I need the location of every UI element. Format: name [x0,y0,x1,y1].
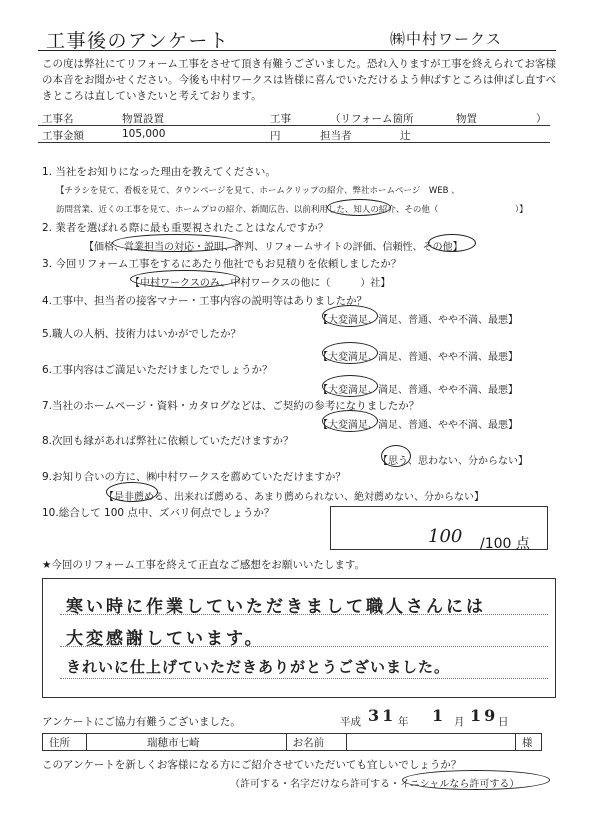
permission-options: （許可する・名字だけなら許可する・イニシャルなら許可する） [230,779,520,790]
info-row-work [38,111,550,126]
address-table [42,733,542,751]
company-name: ㈱中村ワークス [390,30,502,48]
date-month: 1 [432,706,447,725]
yen-label: 円 [270,130,281,142]
score-written: 100 [428,526,463,547]
q6-answer-circle [322,375,378,397]
question-6: 6.工事内容はご満足いただけましたでしょうか？ [42,364,273,376]
honorific: 様 [515,734,541,751]
date-day-label: 日 [498,716,509,728]
name-value [346,734,515,751]
question-1: 1. 当社をお知りになった理由を教えてください。 [42,166,276,178]
comment-line-1: 寒い時に作業していただきまして職人さんには [66,597,486,617]
address-value: 瑞穂市七崎 [86,734,286,751]
q9-answer-circle [106,482,158,502]
q2-options: 【価格、営業担当の対応・説明、評判、リフォームサイトの評価、信頼性、その他】 [84,242,463,253]
q1-options-line1: 【チラシを見て、看板を見て、タウンページを見て、ホームクリップの紹介、弊社ホームページ WEB 、 [56,186,460,196]
date-year-label: 年 [398,716,409,728]
q1-answer-circle [327,199,391,216]
work-name-label: 工事名 [42,113,74,125]
permission-question: このアンケートを新しくお客様になる方にご紹介させていただいても宜しいでしょうか？ [42,759,462,771]
question-8: 8.次回も縁があれば弊社に依頼していただけますか？ [42,435,294,447]
question-3: 3. 今回リフォーム工事をするにあたり他社でもお見積りを依頼しましたか？ [42,258,402,270]
q4-answer-circle [322,305,378,327]
thanks-text: アンケートにご協力有難うございました。 [42,716,241,728]
date-month-label: 月 [454,716,465,728]
q7-options: 【大変満足、満足、普通、やや不満、最悪】 [318,420,518,431]
q2-answer-circle-2 [428,234,476,252]
q1-options-line2: 訪問営業、近くの工事を見て、ホームプロの紹介、新聞広告、以前利用した、知人の紹介、その他（ ）】 [56,205,528,215]
question-2: 2. 業者を選ばれる際に最も重要視されたことはなんですか？ [42,222,329,234]
question-7: 7.当社のホームページ・資料・カタログなどは、ご契約の参考になりましたか？ [42,400,420,412]
staff-label: 担当者 [320,130,352,142]
place-value: 物置 [456,113,477,125]
page-title: 工事後のアンケート [46,30,230,52]
title-underline [38,50,556,51]
comment-prompt: ★今回のリフォーム工事を終えて正直なご感想をお願いいたします。 [42,559,366,571]
permission-answer-circle [402,770,550,790]
q3-options: 【中村ワークスのみ、中村ワークスの他に（ ）社】 [130,278,391,289]
question-5: 5.職人の人柄、技術力はいかがでしたか？ [42,328,242,340]
comment-line-3-rule [60,678,548,679]
q4-options: 【大変満足、満足、普通、やや不満、最悪】 [318,315,518,326]
q8-options: 【思う、思わない、分からない】 [378,456,528,467]
address-label: 住所 [43,734,87,751]
date-era: 平成 [340,716,361,728]
q2-answer-circle-1 [112,234,240,252]
q3-answer-circle [130,270,240,288]
comment-line-2: 大変感謝しています。 [66,629,265,649]
date-day: 19 [470,706,499,725]
date-year: 31 [368,706,397,725]
question-4: 4.工事中、担当者の接客マナー・工事内容の説明等はありましたか？ [42,295,368,307]
place-close: ） [536,113,547,125]
name-label: お名前 [286,734,346,751]
amount-value: 105,000 [122,128,166,140]
work-name-value: 物置設置 [122,113,164,125]
comment-line-3: きれいに仕上げていただきありがとうございました。 [66,658,451,676]
question-10: 10.総合して 100 点中、ズバリ何点でしょうか？ [42,507,275,519]
q5-options: 【大変満足、満足、普通、やや不満、最悪】 [318,352,518,363]
q7-answer-circle [322,410,378,432]
amount-label: 工事金額 [42,130,84,142]
intro-text: この度は弊社にてリフォーム工事をさせて頂き有難うございました。恐れ入りますが工事を終えられてお客様の本音をお聞かせください。今後も中村ワークスは皆様に喜んでいただけるよう伸ばすところは伸ばし直すべきところは直していきたいと考えております。 [42,58,557,102]
q6-options: 【大変満足、満足、普通、やや不満、最悪】 [318,385,518,396]
question-9: 9.お知り合いの方に、㈱中村ワークスを薦めていただけますか？ [42,471,346,483]
q9-options: 【是非薦める、出来れば薦める、あまり薦められない、絶対薦めない、分からない】 [104,492,484,503]
q5-answer-circle [322,342,378,364]
work-type-label: 工事 [270,113,291,125]
staff-value: 辻 [400,130,411,142]
place-open: （リフォーム箇所 [330,113,414,125]
score-suffix: /100 点 [480,536,530,552]
info-row-amount [38,128,550,143]
q8-answer-circle [381,445,411,467]
